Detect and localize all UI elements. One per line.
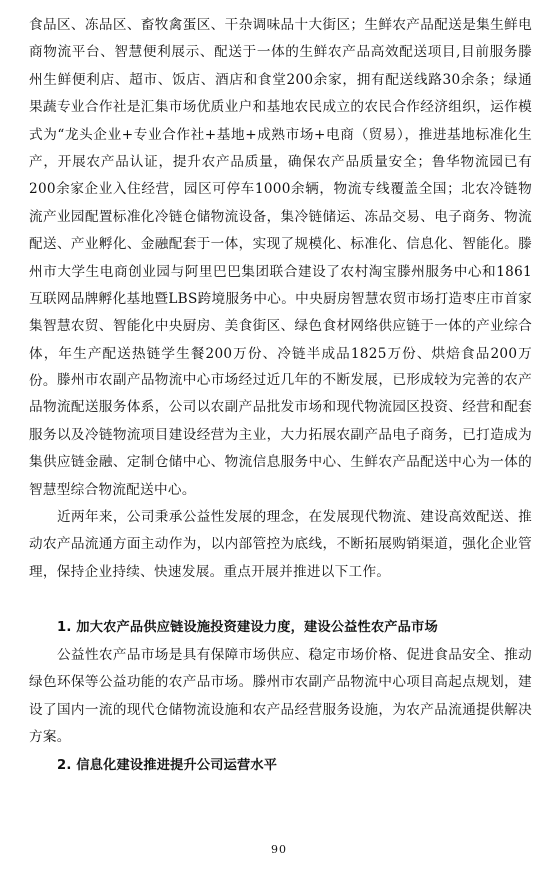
paragraph-market-zones: 食品区、冻品区、畜牧禽蛋区、干杂调味品十大街区；生鲜农产品配送是集生鲜电商物流平台、智慧便利展示、配送于一体的生鲜农产品高效配送项目,目前服务滕州生鲜便利店、超市、饭店、酒店和食堂200余家，拥有配送线路30余条；绿通果蔬专业合作社是汇集市场优质业户和基地农民成立的农民合作经济组织，运作模式为“龙头企业+专业合作社+基地+成熟市场+电商（贸易），推进基地标准化生产，开展农产品认证，提升农产品质量，确保农产品质量安全；鲁华物流园已有200余家企业入住经营，园区可停车1000余辆，物流专线覆盖全国；北农冷链物流产业园配置标准化冷链仓储物流设备，集冷链储运、冻品交易、电子商务、物流配送、产业孵化、金融配套于一体，实现了规模化、标准化、信息化、智能化。滕州市大学生电商创业园与阿里巴巴集团联合建设了农村淘宝滕州服务中心和1861互联网品牌孵化基地暨LBS跨境服务中心。中央厨房智慧农贸市场打造枣庄市首家集智慧农贸、智能化中央厨房、美食街区、绿色食材网络供应链于一体的产业综合体，年生产配送热链学生餐200万份、冷链半成品1825万份、烘焙食品200万份。 xyxy=(29,17,532,390)
paragraph-logistics-system: 滕州市农副产品物流中心市场经过近几年的不断发展，已形成较为完善的农产品物流配送服务体系，公司以农副产品批发市场和现代物流园区投资、经营和配套服务以及冷链物流项目建设经营为主业，大力拓展农副产品电子商务，已打造成为集供应链金融、定制仓储中心、物流信息服务中心、生鲜农产品配送中心为一体的智慧型综合物流配送中心。 xyxy=(29,372,532,498)
paragraph-recent-work: 近两年来，公司秉承公益性发展的理念，在发展现代物流、建设高效配送、推动农产品流通方面主动作为，以内部管控为底线，不断拓展购销渠道，强化企业管理，保持企业持续、快速发展。重点开展并推进以下工作。 xyxy=(29,509,532,580)
page-number: 90 xyxy=(271,843,287,856)
section-heading-2: 2. 信息化建设推进提升公司运营水平 xyxy=(57,758,278,773)
section-heading-1: 1. 加大农产品供应链设施投资建设力度，建设公益性农产品市场 xyxy=(57,620,438,635)
paragraph-public-market: 公益性农产品市场是具有保障市场供应、稳定市场价格、促进食品安全、推动绿色环保等公益功能的农产品市场。滕州市农副产品物流中心项目高起点规划，建设了国内一流的现代仓储物流设施和农产品经营服务设施，为农产品流通提供解决方案。 xyxy=(29,647,532,746)
